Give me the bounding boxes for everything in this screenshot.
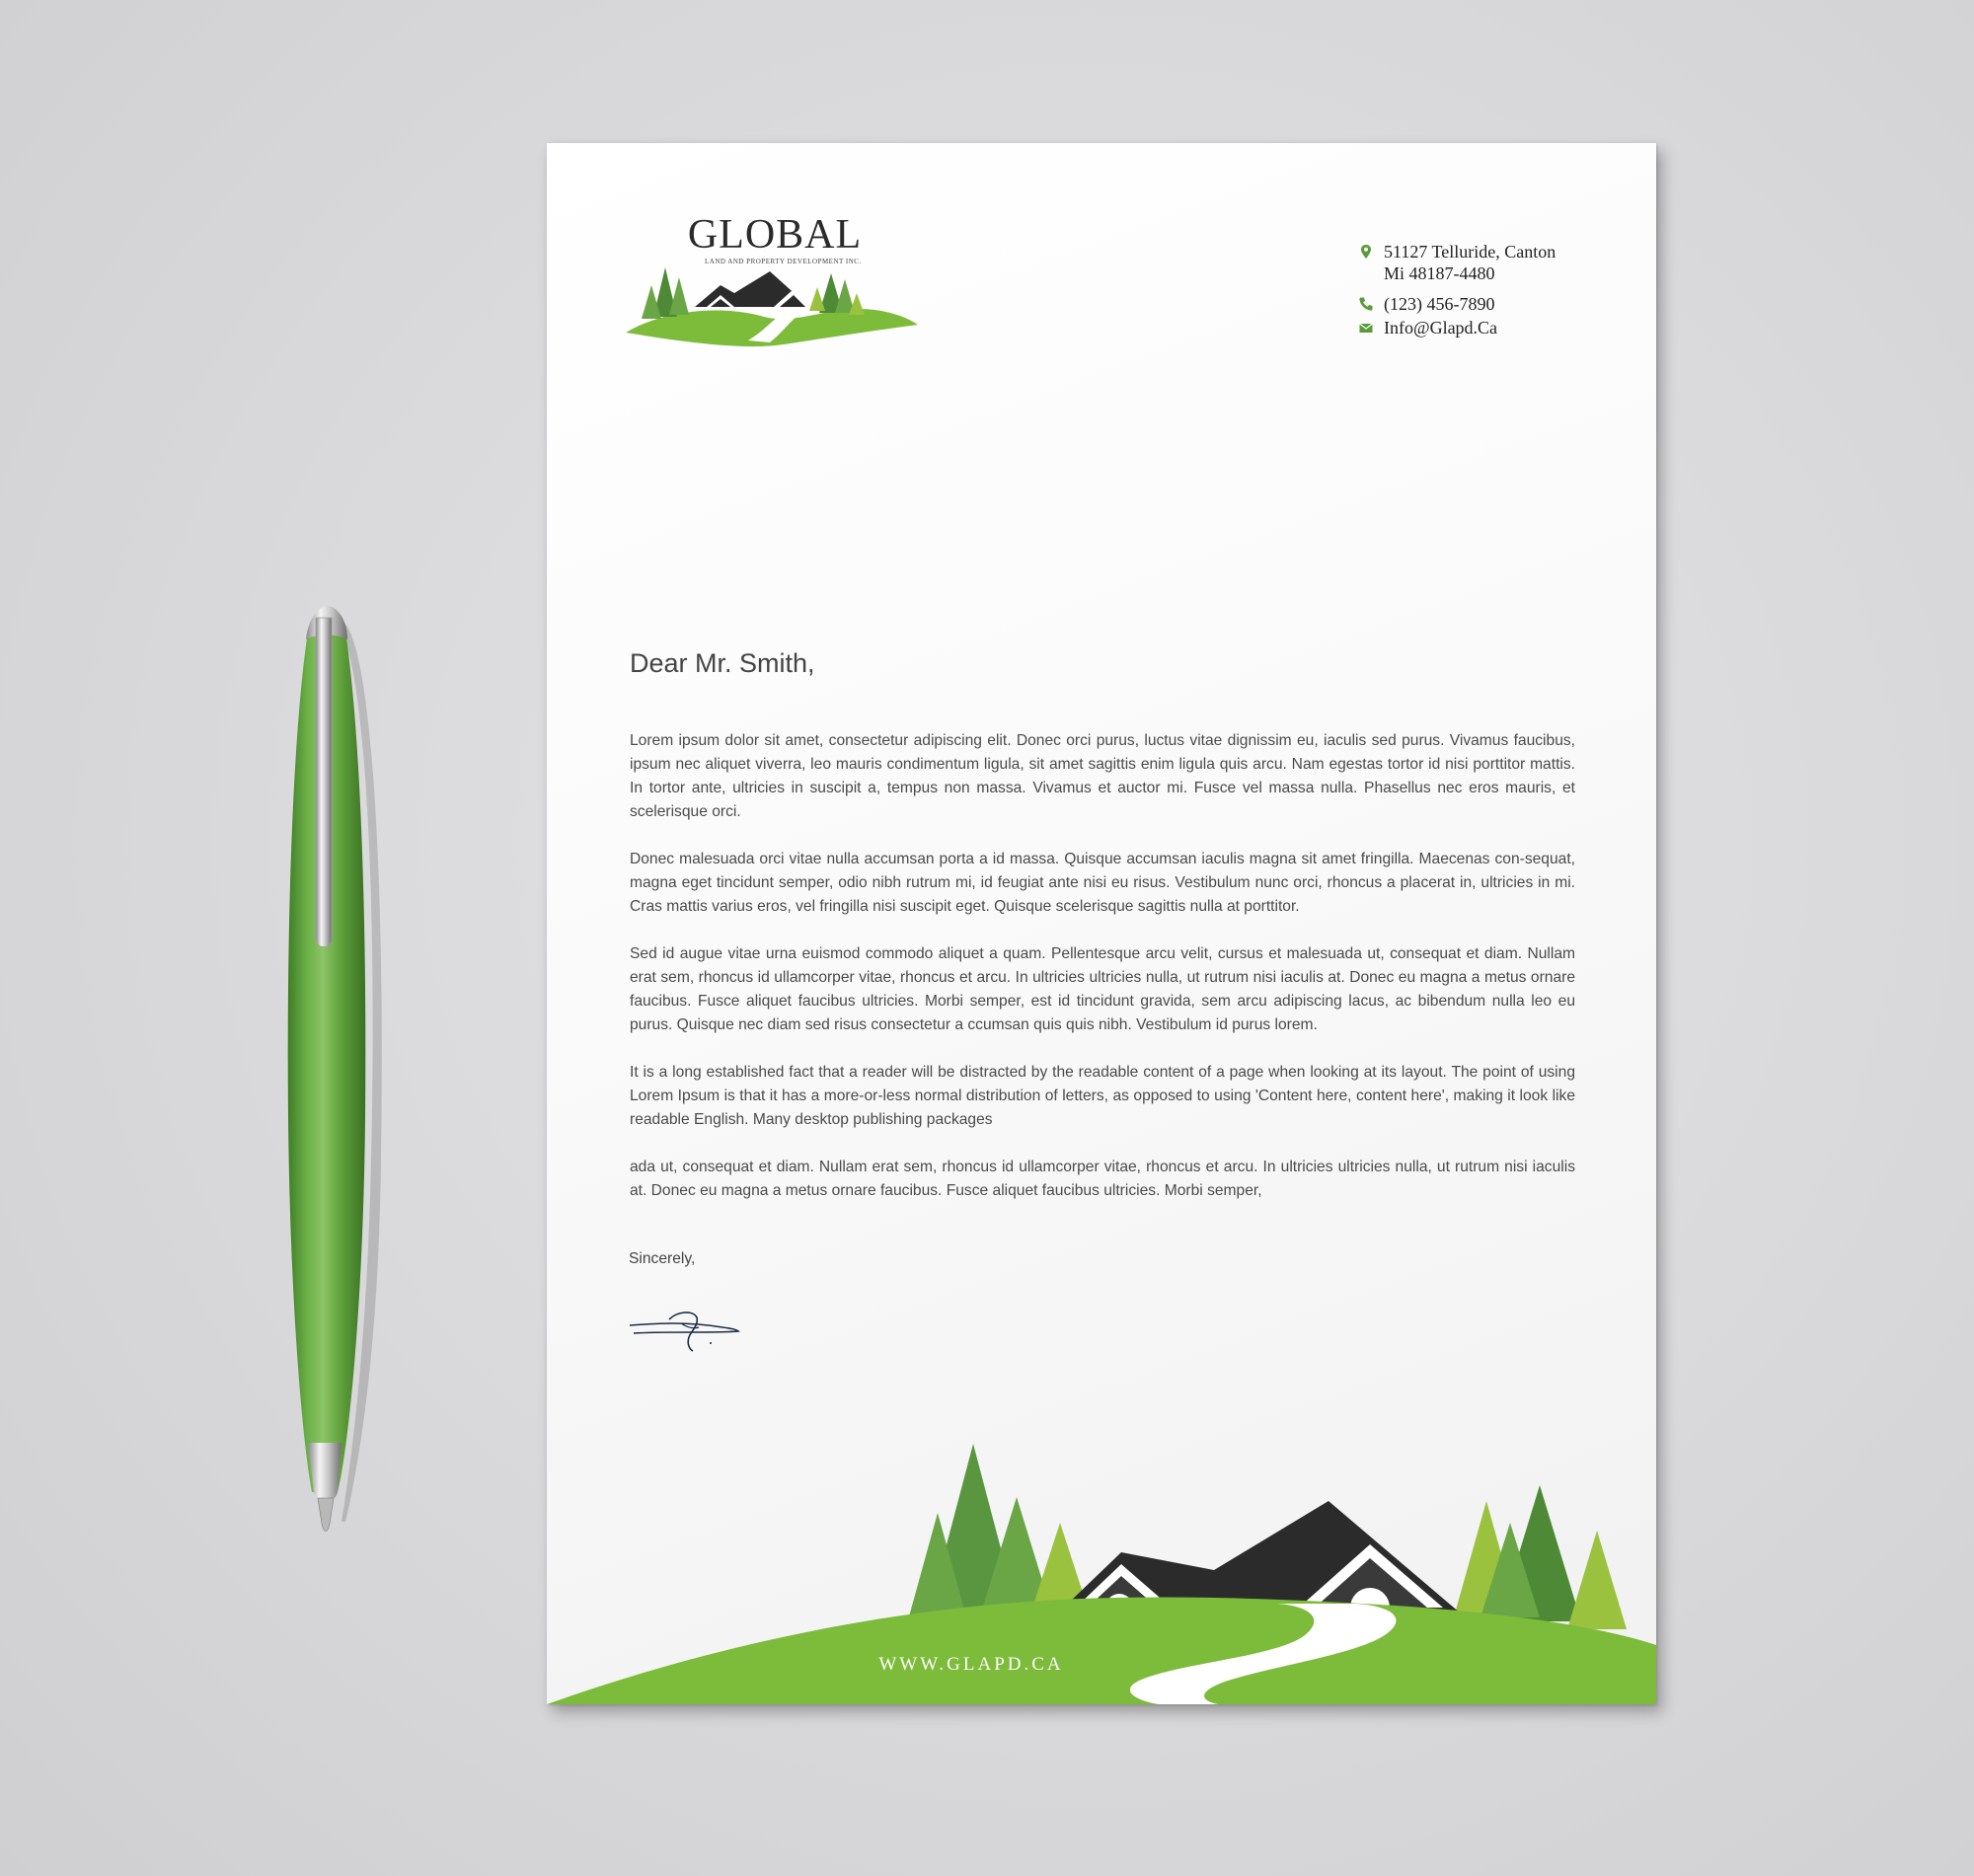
address xyxy=(1358,241,1615,284)
phone-icon xyxy=(1358,296,1374,312)
footer-website: WWW.GLAPD.CA xyxy=(878,1654,1064,1675)
paragraph-5: ada ut, consequat et diam. Nullam erat sem, rhoncus id ullamcorper vitae, rhoncus et arcu. In ultricies ultricies nulla, ut rutrum nisi iaculis at. Donec eu magna a metus ornare faucibus. Fusce aliquet faucibus ultricies. Morbi semper, xyxy=(630,1159,1575,1199)
phone-number: (123) 456-7890 xyxy=(1384,294,1495,314)
paragraph-4: It is a long established fact that a reader will be distracted by the readable content of a page when looking at its layout. The point of using Lorem Ipsum is that it has a more-or-less normal distribution of letters, as opposed to using 'Content here, content here', making it look like readable English. Many desktop publishing packages xyxy=(630,1064,1575,1128)
letterhead-page xyxy=(547,143,1656,1704)
mail-icon xyxy=(1358,320,1374,336)
address-line-1: 51127 Telluride, Canton xyxy=(1384,242,1556,262)
letter-closing: Sincerely, xyxy=(629,1250,696,1267)
logo-subtitle: LAND AND PROPERTY DEVELOPMENT INC. xyxy=(705,258,862,265)
green-pen xyxy=(286,604,375,1539)
logo-wordmark: GLOBAL xyxy=(687,212,863,258)
footer-landscape xyxy=(547,1394,1656,1704)
location-pin-icon xyxy=(1358,244,1374,260)
paragraph-3: Sed id augue vitae urna euismod commodo aliquet a quam. Pellentesque arcu velit, cursus et malesuada ut, consequat et diam. Nullam erat sem, rhoncus id ullamcorper vitae, rhoncus et arcu. In ultricies ultricies nulla, ut rutrum nisi iaculis at. Donec eu magna a metus ornare faucibus. Fusce aliquet faucibus ultricies. Morbi semper, est id tincidunt gravida, sem arcu adipiscing lacus, ac bibendum nulla leo eu purus. Quisque nec diam sed risus consectetur a ccumsan quis quis nibh. Vestibulum id purus lorem. xyxy=(630,945,1575,1033)
email-address: Info@Glapd.Ca xyxy=(1384,318,1498,338)
letter-greeting: Dear Mr. Smith, xyxy=(630,648,815,678)
paragraph-2: Donec malesuada orci vitae nulla accumsan porta a id massa. Quisque accumsan iaculis magna sit amet fringilla. Maecenas con-sequat, magna eget tincidunt semper, odio nibh rutrum mi, id feugiat ante nisi eu risus. Vestibulum nunc orci, rhoncus a placerat in, ultricies in mi. Cras mattis varius eros, vel fringilla nisi suscipit eget. Quisque scelerisque sagittis nulla at porttitor. xyxy=(630,851,1575,915)
address-line-2: Mi 48187-4480 xyxy=(1384,263,1495,283)
letter-body xyxy=(630,729,1575,1227)
paragraph-1: Lorem ipsum dolor sit amet, consectetur adipiscing elit. Donec orci purus, luctus vitae dignissim eu, iaculis sed purus. Vivamus faucibus, ipsum nec aliquet viverra, leo mauris condimentum ligula, sit amet sagittis enim ligula quis arcu. Nam egestas tortor id nisi porttitor mattis. In tortor ante, ultricies in suscipit a, tempus non massa. Vivamus et auctor mi. Fusce vel massa nulla. Phasellus nec eros mauris, et scelerisque orci. xyxy=(630,732,1575,820)
handwritten-signature xyxy=(628,1298,746,1357)
contact-block xyxy=(1358,241,1615,338)
phone xyxy=(1358,293,1615,315)
company-logo xyxy=(626,214,918,352)
email xyxy=(1358,317,1615,338)
